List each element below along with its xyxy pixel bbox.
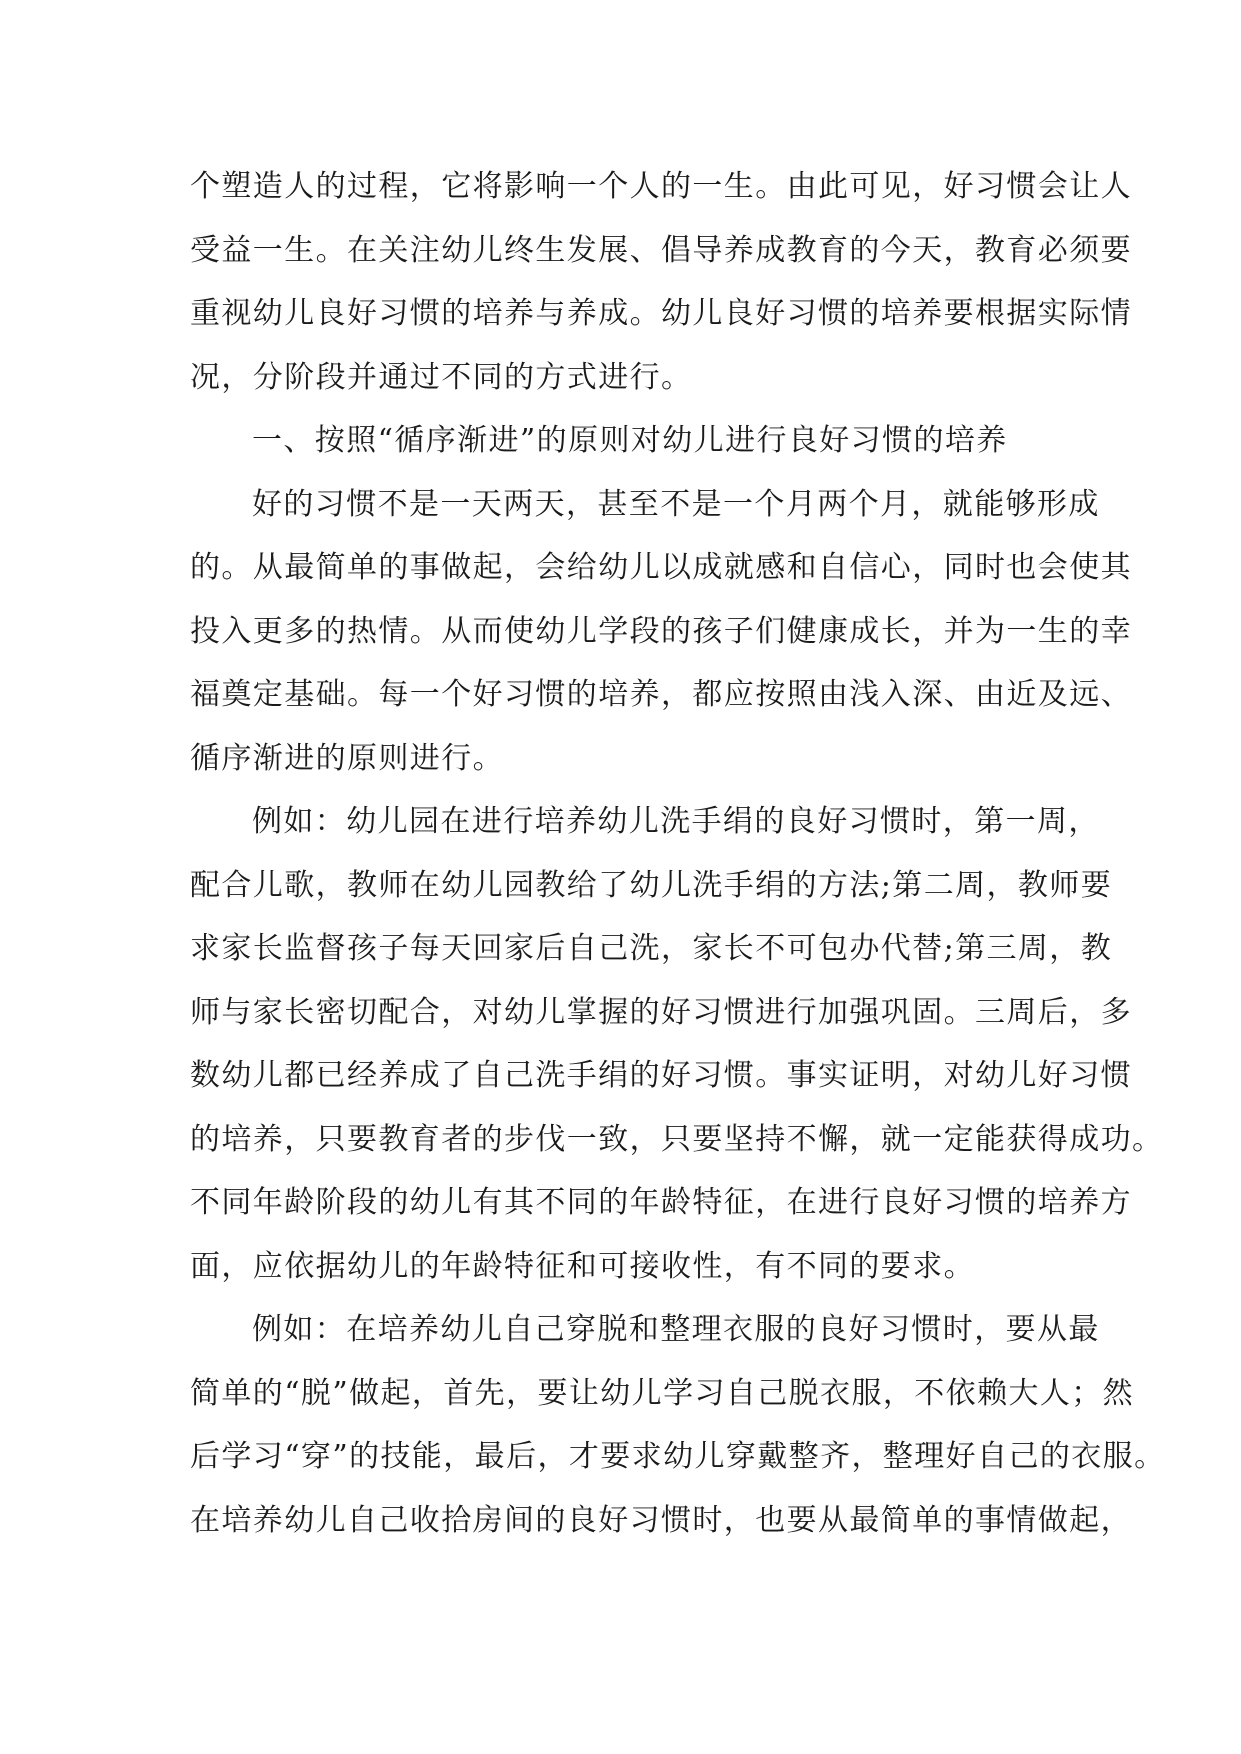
section-heading: 一、按照“循序渐进”的原则对幼儿进行良好习惯的培养 bbox=[252, 423, 1008, 458]
text-line: 后学习“穿”的技能，最后，才要求幼儿穿戴整齐，整理好自己的衣服。 bbox=[190, 1439, 1166, 1474]
text-line: 循序渐进的原则进行。 bbox=[190, 740, 504, 776]
text-line: 配合儿歌，教师在幼儿园教给了幼儿洗手绢的方法;第二周，教师要 bbox=[190, 867, 1113, 903]
text-line: 福奠定基础。每一个好习惯的培养，都应按照由浅入深、由近及远、 bbox=[190, 677, 1132, 712]
text-line: 例如：幼儿园在进行培养幼儿洗手绢的良好习惯时，第一周， bbox=[252, 804, 1100, 839]
text-line: 况，分阶段并通过不同的方式进行。 bbox=[190, 359, 693, 395]
text-line: 不同年龄阶段的幼儿有其不同的年龄特征，在进行良好习惯的培养方 bbox=[190, 1185, 1132, 1220]
text-line: 重视幼儿良好习惯的培养与养成。幼儿良好习惯的培养要根据实际情 bbox=[190, 296, 1132, 331]
text-line: 数幼儿都已经养成了自己洗手绢的好习惯。事实证明，对幼儿好习惯 bbox=[190, 1058, 1132, 1093]
text-line: 的。从最简单的事做起，会给幼儿以成就感和自信心，同时也会使其 bbox=[190, 550, 1132, 585]
text-line: 简单的“脱”做起，首先，要让幼儿学习自己脱衣服，不依赖大人；然 bbox=[190, 1375, 1135, 1411]
text-line: 求家长监督孩子每天回家后自己洗，家长不可包办代替;第三周，教 bbox=[190, 931, 1113, 966]
text-line: 受益一生。在关注幼儿终生发展、倡导养成教育的今天，教育必须要 bbox=[190, 232, 1132, 268]
document-body bbox=[190, 155, 1166, 1552]
text-line: 在培养幼儿自己收拾房间的良好习惯时，也要从最简单的事情做起， bbox=[190, 1502, 1132, 1538]
text-line: 好的习惯不是一天两天，甚至不是一个月两个月，就能够形成 bbox=[252, 486, 1100, 522]
text-line: 师与家长密切配合，对幼儿掌握的好习惯进行加强巩固。三周后，多 bbox=[190, 994, 1132, 1030]
text-line: 投入更多的热情。从而使幼儿学段的孩子们健康成长，并为一生的幸 bbox=[190, 613, 1132, 649]
text-line: 的培养，只要教育者的步伐一致，只要坚持不懈，就一定能获得成功。 bbox=[190, 1121, 1164, 1157]
text-line: 例如：在培养幼儿自己穿脱和整理衣服的良好习惯时，要从最 bbox=[252, 1312, 1100, 1347]
text-line: 个塑造人的过程，它将影响一个人的一生。由此可见，好习惯会让人 bbox=[190, 169, 1132, 204]
text-line: 面，应依据幼儿的年龄特征和可接收性，有不同的要求。 bbox=[190, 1248, 975, 1284]
